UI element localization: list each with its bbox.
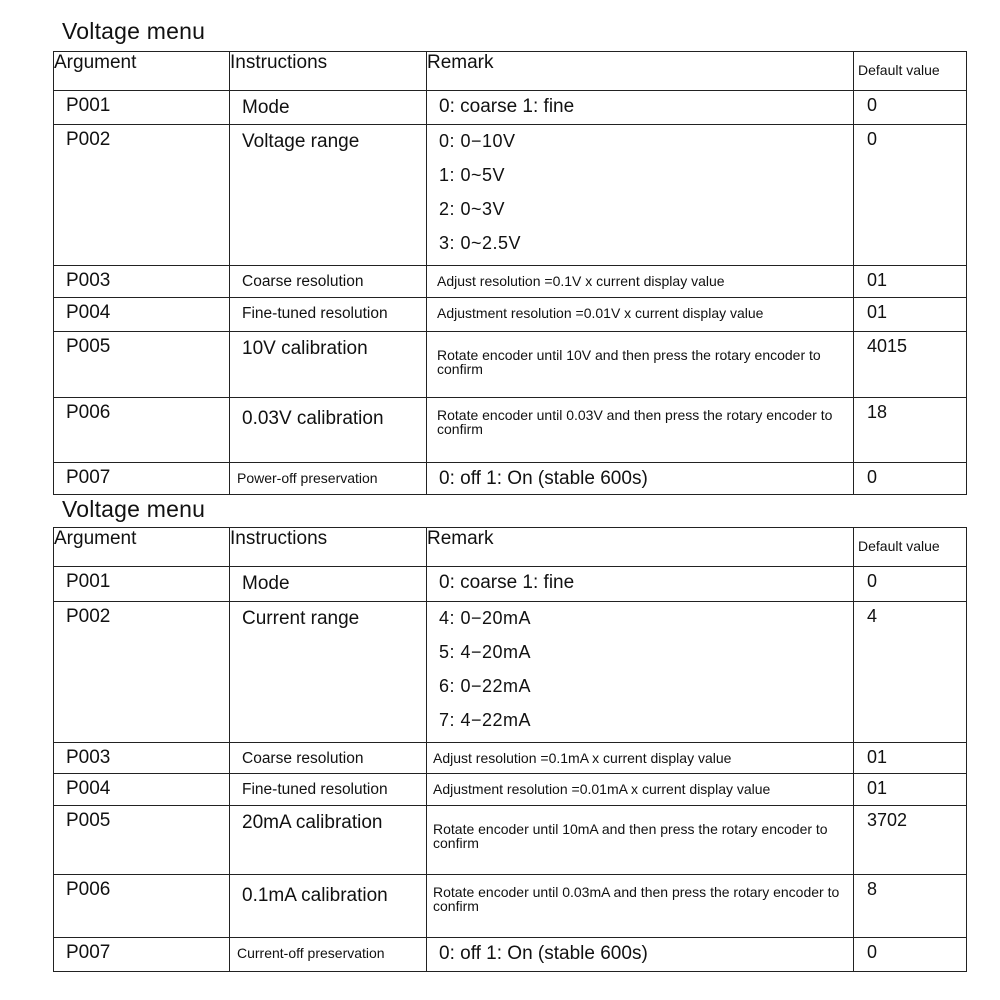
- default-value-cell: 0: [854, 125, 967, 266]
- instructions-cell: Mode: [230, 91, 427, 125]
- instructions-cell: Power-off preservation: [230, 463, 427, 495]
- range-option: 7: 4−22mA: [439, 710, 532, 730]
- range-option: 3: 0~2.5V: [439, 233, 522, 253]
- table-row: [54, 125, 967, 266]
- instructions-cell: Voltage range: [230, 125, 427, 266]
- table-row: [54, 743, 967, 774]
- argument-cell: P005: [54, 332, 230, 398]
- remark-cell: Rotate encoder until 10V and then press the rotary encoder to confirm: [427, 332, 854, 398]
- instructions-cell: 20mA calibration: [230, 806, 427, 875]
- argument-cell: P006: [54, 398, 230, 463]
- range-option: 5: 4−20mA: [439, 642, 532, 662]
- instructions-cell: Coarse resolution: [230, 743, 427, 774]
- default-value-cell: 0: [854, 567, 967, 602]
- table-row: [54, 567, 967, 602]
- remark-cell: Adjust resolution =0.1mA x current display value: [427, 743, 854, 774]
- argument-cell: P002: [54, 602, 230, 743]
- argument-cell: P007: [54, 938, 230, 972]
- range-option: 6: 0−22mA: [439, 676, 532, 696]
- table-row: [54, 602, 967, 743]
- header-row: [54, 528, 967, 567]
- argument-cell: P005: [54, 806, 230, 875]
- instructions-cell: 10V calibration: [230, 332, 427, 398]
- table-row: [54, 463, 967, 495]
- header-row: [54, 52, 967, 91]
- argument-cell: P001: [54, 91, 230, 125]
- table-row: [54, 91, 967, 125]
- default-value-cell: 0: [854, 938, 967, 972]
- instructions-cell: Current-off preservation: [230, 938, 427, 972]
- remark-header: Remark: [427, 52, 854, 91]
- argument-cell: P004: [54, 298, 230, 332]
- instructions-cell: Current range: [230, 602, 427, 743]
- default-value-cell: 4: [854, 602, 967, 743]
- table-row: [54, 398, 967, 463]
- remark-cell: 0: off 1: On (stable 600s): [427, 938, 854, 972]
- table-row: [54, 332, 967, 398]
- default-value-cell: 0: [854, 91, 967, 125]
- default-value-cell: 8: [854, 875, 967, 938]
- table-row: [54, 938, 967, 972]
- remark-header: Remark: [427, 528, 854, 567]
- default-value-cell: 01: [854, 266, 967, 298]
- remark-cell: Rotate encoder until 0.03mA and then press the rotary encoder to confirm: [427, 875, 854, 938]
- argument-cell: P006: [54, 875, 230, 938]
- table-row: [54, 774, 967, 806]
- argument-cell: P002: [54, 125, 230, 266]
- remark-cell: Adjust resolution =0.1V x current display value: [427, 266, 854, 298]
- argument-cell: P003: [54, 743, 230, 774]
- argument-cell: P007: [54, 463, 230, 495]
- remark-cell: 0: coarse 1: fine: [427, 567, 854, 602]
- table-row: [54, 875, 967, 938]
- range-option: 2: 0~3V: [439, 199, 506, 219]
- instructions-cell: Fine-tuned resolution: [230, 774, 427, 806]
- remark-cell: Adjustment resolution =0.01mA x current display value: [427, 774, 854, 806]
- current-menu-title: Voltage menu: [62, 496, 206, 522]
- default-value-cell: 01: [854, 298, 967, 332]
- instructions-header: Instructions: [230, 52, 427, 91]
- instructions-cell: 0.1mA calibration: [230, 875, 427, 938]
- instructions-header: Instructions: [230, 528, 427, 567]
- table-row: [54, 806, 967, 875]
- voltage-menu-title: Voltage menu: [62, 18, 206, 44]
- instructions-cell: Fine-tuned resolution: [230, 298, 427, 332]
- remark-cell: Adjustment resolution =0.01V x current display value: [427, 298, 854, 332]
- range-option: 0: 0−10V: [439, 131, 516, 151]
- default-value-cell: 4015: [854, 332, 967, 398]
- instructions-cell: 0.03V calibration: [230, 398, 427, 463]
- default-value-cell: 01: [854, 743, 967, 774]
- argument-header: Argument: [54, 528, 230, 567]
- default-value-cell: 0: [854, 463, 967, 495]
- range-option: 4: 0−20mA: [439, 608, 532, 628]
- argument-cell: P001: [54, 567, 230, 602]
- argument-header: Argument: [54, 52, 230, 91]
- table-row: [54, 266, 967, 298]
- remark-cell: Rotate encoder until 0.03V and then press the rotary encoder to confirm: [427, 398, 854, 463]
- remark-cell: [427, 602, 854, 743]
- default-value-cell: 18: [854, 398, 967, 463]
- remark-cell: [427, 125, 854, 266]
- default-value-cell: 3702: [854, 806, 967, 875]
- argument-cell: P004: [54, 774, 230, 806]
- range-option: 1: 0~5V: [439, 165, 506, 185]
- default-value-header: Default value: [854, 528, 967, 567]
- remark-cell: 0: off 1: On (stable 600s): [427, 463, 854, 495]
- remark-cell: 0: coarse 1: fine: [427, 91, 854, 125]
- default-value-header: Default value: [854, 52, 967, 91]
- table-row: [54, 298, 967, 332]
- voltage-menu-table: [53, 51, 967, 495]
- current-menu-table: [53, 527, 967, 972]
- instructions-cell: Mode: [230, 567, 427, 602]
- argument-cell: P003: [54, 266, 230, 298]
- remark-cell: Rotate encoder until 10mA and then press the rotary encoder to confirm: [427, 806, 854, 875]
- default-value-cell: 01: [854, 774, 967, 806]
- instructions-cell: Coarse resolution: [230, 266, 427, 298]
